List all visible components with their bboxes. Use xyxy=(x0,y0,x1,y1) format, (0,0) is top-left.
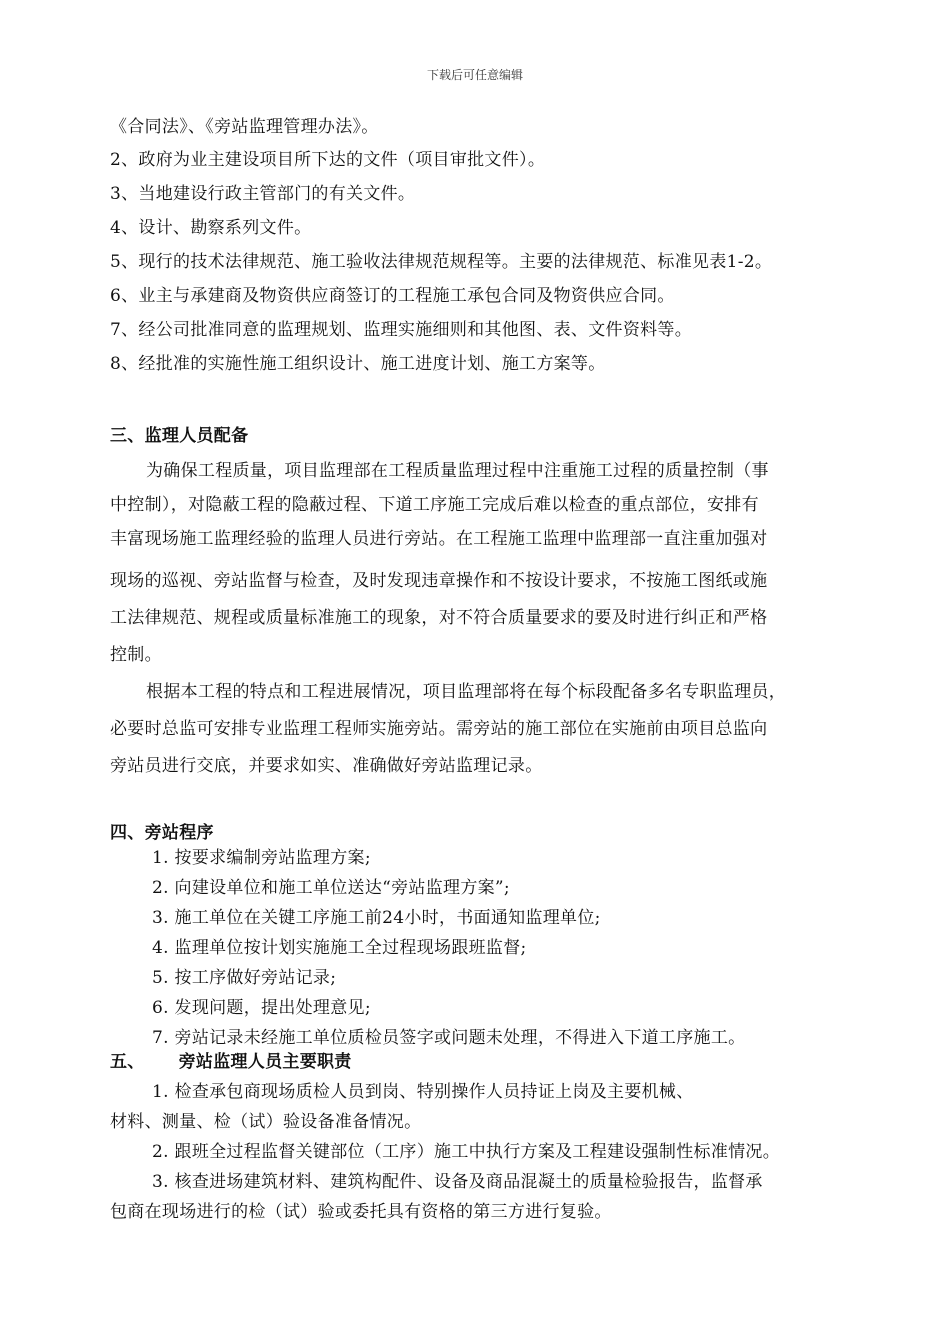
section-5-title: 旁站监理人员主要职责 xyxy=(178,1052,352,1072)
section-5-heading xyxy=(110,1051,352,1073)
section-3-para1-line: 工法律规范、规程或质量标准施工的现象，对不符合质量要求的要及时进行纠正和严格 xyxy=(110,608,768,628)
section-5-line: 材料、测量、检（试）验设备准备情况。 xyxy=(110,1112,422,1132)
section-4-item: 6. 发现问题，提出处理意见; xyxy=(152,998,371,1018)
section-3-para1-line: 中控制），对隐蔽工程的隐蔽过程、下道工序施工完成后难以检查的重点部位，安排有 xyxy=(110,495,759,515)
section-5-number: 五、 xyxy=(110,1052,145,1072)
section-3-heading: 三、监理人员配备 xyxy=(110,426,249,446)
basis-item: 8、经批准的实施性施工组织设计、施工进度计划、施工方案等。 xyxy=(110,354,606,374)
basis-item: 2、政府为业主建设项目所下达的文件（项目审批文件）。 xyxy=(110,150,546,170)
section-4-item: 7. 旁站记录未经施工单位质检员签字或问题未处理，不得进入下道工序施工。 xyxy=(152,1028,746,1048)
basis-item: 5、现行的技术法律规范、施工验收法律规范规程等。主要的法律规范、标准见表1-2。 xyxy=(110,252,773,272)
section-3-para2-line: 旁站员进行交底，并要求如实、准确做好旁站监理记录。 xyxy=(110,756,543,776)
section-3-para2-line: 必要时总监可安排专业监理工程师实施旁站。需旁站的施工部位在实施前由项目总监向 xyxy=(110,719,768,739)
page-header: 下载后可任意编辑 xyxy=(426,68,523,82)
section-3-para1-line: 丰富现场施工监理经验的监理人员进行旁站。在工程施工监理中监理部一直注重加强对 xyxy=(110,529,768,549)
section-4-item: 1. 按要求编制旁站监理方案; xyxy=(152,848,371,868)
section-3-para1-line: 控制。 xyxy=(110,645,162,665)
section-3-para1-line: 现场的巡视、旁站监督与检查，及时发现违章操作和不按设计要求，不按施工图纸或施 xyxy=(110,571,768,591)
section-4-item: 5. 按工序做好旁站记录; xyxy=(152,968,337,988)
section-4-item: 2. 向建设单位和施工单位送达“旁站监理方案”; xyxy=(152,878,510,898)
section-3-para1-line: 为确保工程质量，项目监理部在工程质量监理过程中注重施工过程的质量控制（事 xyxy=(146,461,769,481)
section-5-line: 2. 跟班全过程监督关键部位（工序）施工中执行方案及工程建设强制性标准情况。 xyxy=(152,1142,781,1162)
section-4-item: 4. 监理单位按计划实施施工全过程现场跟班监督; xyxy=(152,938,527,958)
section-5-line: 3. 核查进场建筑材料、建筑构配件、设备及商品混凝土的质量检验报告，监督承 xyxy=(152,1172,763,1192)
basis-item: 4、设计、勘察系列文件。 xyxy=(110,218,312,238)
basis-item: 6、业主与承建商及物资供应商签订的工程施工承包合同及物资供应合同。 xyxy=(110,286,675,306)
basis-item: 7、经公司批准同意的监理规划、监理实施细则和其他图、表、文件资料等。 xyxy=(110,320,693,340)
section-4-item: 3. 施工单位在关键工序施工前24小时，书面通知监理单位; xyxy=(152,908,601,928)
section-5-line: 1. 检查承包商现场质检人员到岗、特别操作人员持证上岗及主要机械、 xyxy=(152,1082,694,1102)
section-5-line: 包商在现场进行的检（试）验或委托具有资格的第三方进行复验。 xyxy=(110,1202,612,1222)
section-3-para2-line: 根据本工程的特点和工程进展情况，项目监理部将在每个标段配备多名专职监理员， xyxy=(146,682,787,702)
basis-item: 3、当地建设行政主管部门的有关文件。 xyxy=(110,184,416,204)
section-4-heading: 四、旁站程序 xyxy=(110,823,214,843)
basis-item: 《合同法》、《旁站监理管理办法》。 xyxy=(110,117,379,137)
